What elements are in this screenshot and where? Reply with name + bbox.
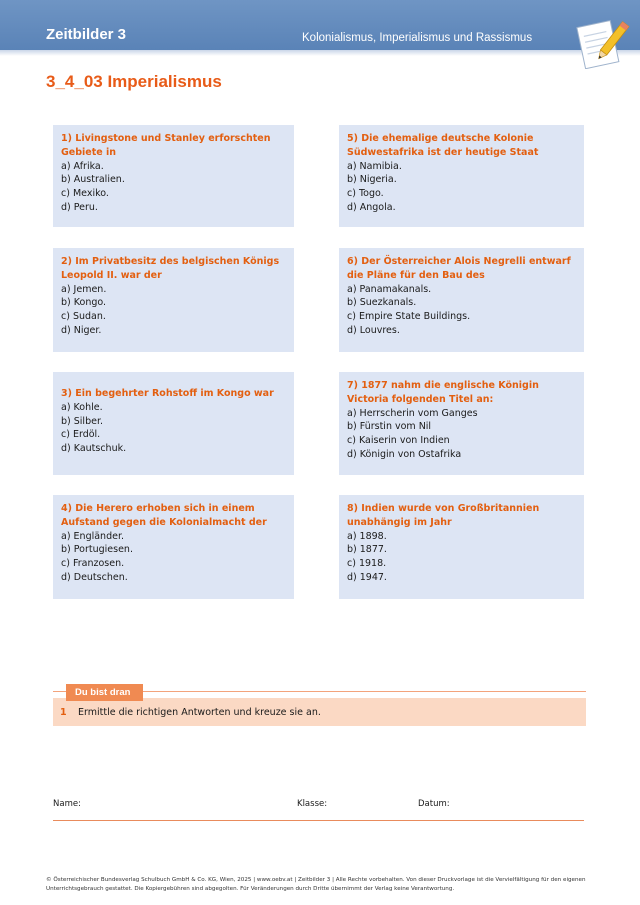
answer-option: b) 1877. <box>347 544 387 556</box>
answer-option: a) Jemen. <box>61 283 107 295</box>
answer-option: b) Suezkanals. <box>347 297 417 309</box>
answer-option: d) Königin von Ostafrika <box>347 448 462 460</box>
answer-option: d) Peru. <box>61 201 98 213</box>
header-topic: Kolonialismus, Imperialismus und Rassismus <box>302 32 533 44</box>
answer-option: b) Portugiesen. <box>61 544 133 556</box>
question-card-4 <box>53 495 294 599</box>
question-card-6 <box>339 248 584 352</box>
answer-option: c) Empire State Buildings. <box>347 311 471 323</box>
question-card-1 <box>53 125 294 227</box>
answer-option: d) 1947. <box>347 571 387 583</box>
answer-options <box>61 160 286 215</box>
answer-option: d) Kautschuk. <box>61 443 127 455</box>
question-text: 7) 1877 nahm die englische Königin Victoria folgenden Titel an: <box>347 380 539 405</box>
answer-option: d) Deutschen. <box>61 571 128 583</box>
answer-option: a) Namibia. <box>347 160 402 172</box>
answer-option: b) Fürstin vom Nil <box>347 421 432 433</box>
question-card-2 <box>53 248 294 352</box>
question-card-8 <box>339 495 584 599</box>
question-text: 3) Ein begehrter Rohstoff im Kongo war <box>61 388 274 399</box>
question-card-7 <box>339 372 584 475</box>
name-label: Name: <box>53 799 81 809</box>
answer-option: c) 1918. <box>347 558 387 570</box>
answer-options <box>347 530 576 585</box>
answer-option: b) Silber. <box>61 415 103 427</box>
class-label: Klasse: <box>297 799 328 809</box>
question-text: 4) Die Herero erhoben sich in einem Aufstand gegen die Kolonialmacht der <box>61 503 267 528</box>
answer-option: d) Louvres. <box>347 324 400 336</box>
question-text: 5) Die ehemalige deutsche Kolonie Südwestafrika ist der heutige Staat <box>347 133 539 158</box>
answer-options <box>61 283 286 338</box>
signature-line <box>53 820 584 821</box>
page-title: 3_4_03 Imperialismus <box>46 72 222 91</box>
answer-option: c) Erdöl. <box>61 429 101 441</box>
answer-options <box>347 160 576 215</box>
footer-line-2: Unterrichtsgebrauch gestattet. Die Kopiergebühren sind abgegolten. Für Veränderungen durch Dritte übernimmt der Verlag keine Verantwortung. <box>46 886 455 892</box>
answer-option: a) Kohle. <box>61 401 103 413</box>
question-text: 1) Livingstone und Stanley erforschten Gebiete in <box>61 133 271 158</box>
answer-option: c) Kaiserin von Indien <box>347 435 450 447</box>
document-pencil-icon <box>573 17 633 69</box>
answer-options <box>347 283 576 338</box>
header-divider <box>0 50 640 56</box>
answer-option: d) Angola. <box>347 201 396 213</box>
date-label: Datum: <box>418 799 450 809</box>
answer-option: a) Panamakanals. <box>347 283 432 295</box>
question-text: 2) Im Privatbesitz des belgischen Königs Leopold II. war der <box>61 256 280 281</box>
answer-option: d) Niger. <box>61 324 102 336</box>
answer-option: a) Herrscherin vom Ganges <box>347 407 478 419</box>
answer-option: c) Mexiko. <box>61 188 109 200</box>
answer-option: a) Afrika. <box>61 160 104 172</box>
copyright-footer <box>46 876 594 894</box>
task-number: 1 <box>60 707 67 718</box>
answer-options <box>61 401 286 456</box>
answer-option: a) 1898. <box>347 530 387 542</box>
answer-options <box>347 407 576 462</box>
question-card-3 <box>53 372 294 475</box>
task-heading: Du bist dran <box>66 684 143 701</box>
footer-line-1: © Österreichischer Bundesverlag Schulbuch GmbH & Co. KG, Wien, 2025 | www.oebv.at | Zeitbilder 3 | Alle Rechte vorbehalten. Von dieser Druckvorlage ist die Vervielfältigung für den eigenen <box>46 877 586 883</box>
answer-option: a) Engländer. <box>61 530 125 542</box>
question-card-5 <box>339 125 584 227</box>
question-text: 6) Der Österreicher Alois Negrelli entwarf die Pläne für den Bau des <box>347 256 571 281</box>
task-instruction: Ermittle die richtigen Antworten und kreuze sie an. <box>78 707 321 718</box>
answer-option: c) Sudan. <box>61 311 106 323</box>
answer-option: b) Nigeria. <box>347 174 397 186</box>
answer-option: b) Australien. <box>61 174 125 186</box>
brand-title: Zeitbilder 3 <box>46 26 127 43</box>
question-text: 8) Indien wurde von Großbritannien unabhängig im Jahr <box>347 503 540 528</box>
answer-options <box>61 530 286 585</box>
answer-option: c) Togo. <box>347 188 384 200</box>
answer-option: c) Franzosen. <box>61 558 125 570</box>
answer-option: b) Kongo. <box>61 297 107 309</box>
